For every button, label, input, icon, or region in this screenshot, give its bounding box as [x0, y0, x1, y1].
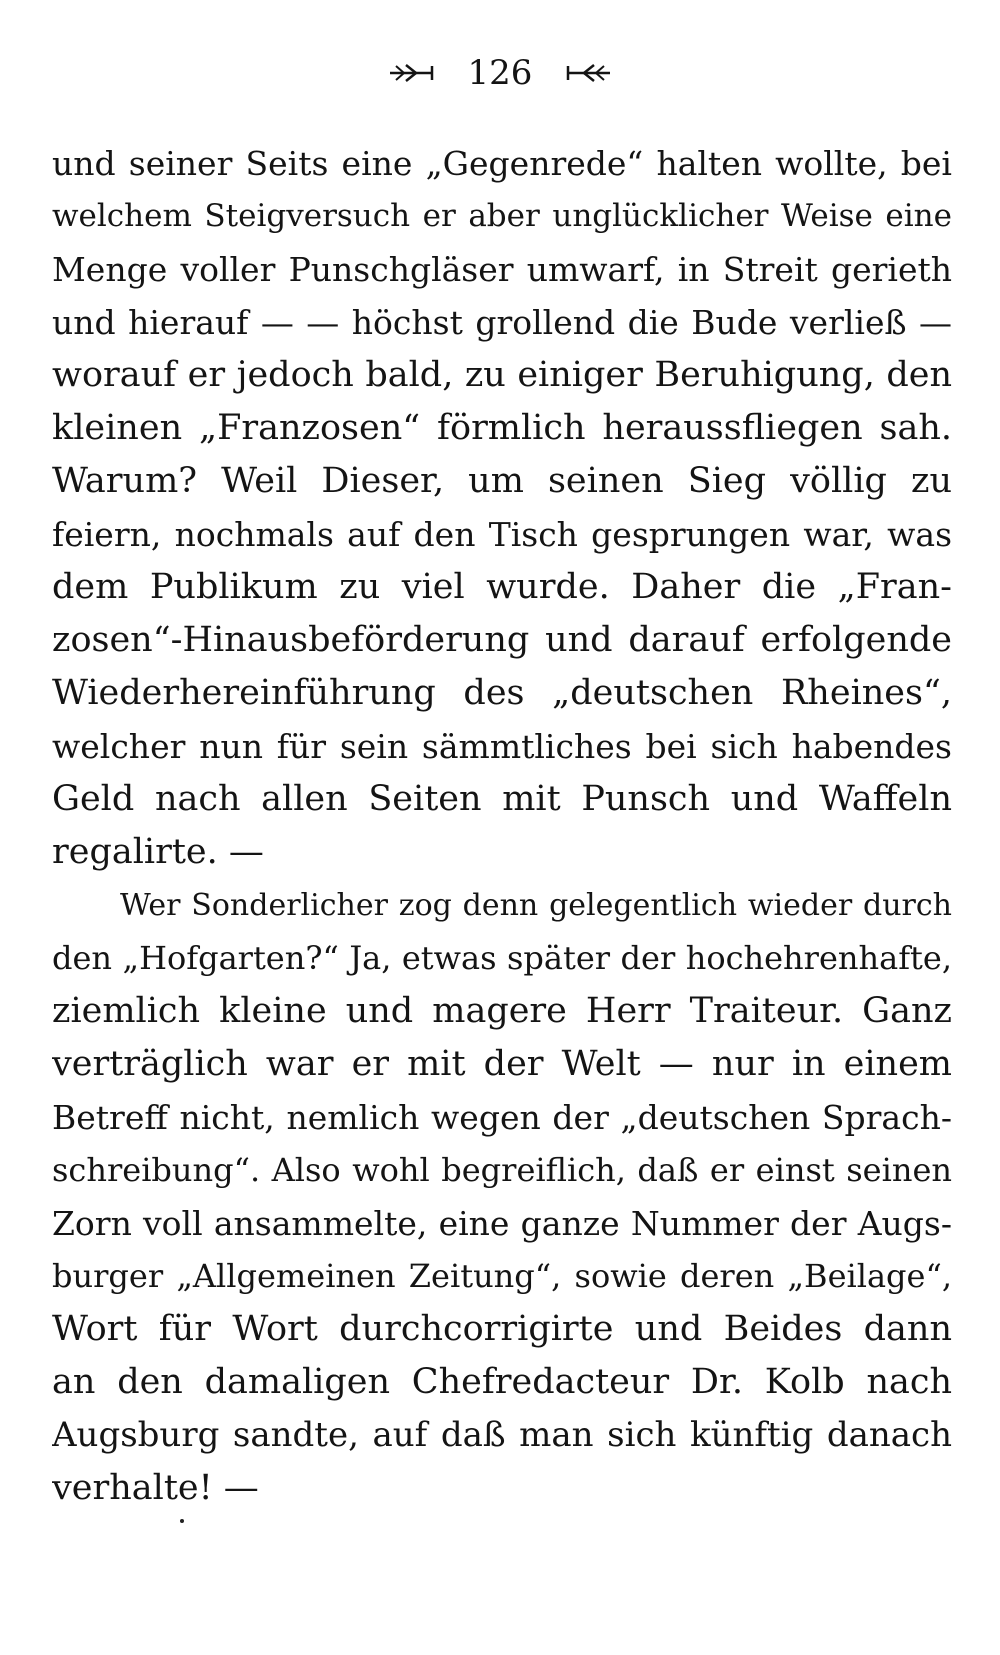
text-line: zosen“-Hinausbeförderung und darauf erfolgende — [52, 620, 952, 660]
print-speck — [180, 1519, 184, 1523]
text-line: welcher nun für sein sämmtliches bei sich habendes — [52, 727, 952, 766]
text-line: Menge voller Punschgläser umwarf, in Streit gerieth — [52, 250, 952, 289]
text-line: ziemlich kleine und magere Herr Traiteur. Ganz — [52, 991, 952, 1031]
text-line: verhalte! — — [52, 1468, 259, 1508]
text-line: den „Hofgarten?“ Ja, etwas später der hochehrenhafte, — [52, 939, 952, 977]
text-line: Warum? Weil Dieser, um seinen Sieg völlig zu — [52, 461, 952, 501]
text-line: Wiederhereinführung des „deutschen Rheines“, — [52, 673, 952, 713]
right-arrow-ornament-icon — [562, 62, 612, 84]
text-line: kleinen „Franzosen“ förmlich heraussfliegen sah. — [52, 408, 952, 448]
text-line: schreibung“. Also wohl begreiflich, daß er einst seinen — [52, 1151, 952, 1189]
text-line: und hierauf — — höchst grollend die Bude verließ — — [52, 303, 952, 342]
text-line: Augsburg sandte, auf daß man sich künftig danach — [52, 1415, 952, 1455]
text-line: und seiner Seits eine „Gegenrede“ halten wollte, bei — [52, 144, 952, 183]
text-line: feiern, nochmals auf den Tisch gesprungen war, was — [52, 515, 952, 554]
page-header — [0, 48, 1000, 98]
text-line: welchem Steigversuch er aber unglücklicher Weise eine — [52, 198, 952, 234]
text-line: regalirte. — — [52, 832, 264, 872]
body-text — [52, 137, 952, 1515]
text-line: dem Publikum zu viel wurde. Daher die „Fran- — [52, 567, 952, 607]
text-line: worauf er jedoch bald, zu einiger Beruhigung, den — [52, 355, 952, 395]
text-line: Wer Sonderlicher zog denn gelegentlich wieder durch — [120, 888, 952, 923]
left-arrow-ornament-icon — [388, 62, 438, 84]
text-line: Zorn voll ansammelte, eine ganze Nummer der Augs- — [52, 1204, 952, 1243]
text-line: verträglich war er mit der Welt — nur in einem — [52, 1044, 952, 1084]
text-line: Geld nach allen Seiten mit Punsch und Waffeln — [52, 779, 952, 819]
text-line: Wort für Wort durchcorrigirte und Beides dann — [52, 1309, 952, 1349]
text-line: an den damaligen Chefredacteur Dr. Kolb nach — [52, 1362, 952, 1402]
page-number: 126 — [467, 53, 533, 93]
text-line: burger „Allgemeinen Zeitung“, sowie deren „Beilage“, — [52, 1257, 952, 1295]
text-line: Betreff nicht, nemlich wegen der „deutschen Sprach- — [52, 1098, 952, 1137]
